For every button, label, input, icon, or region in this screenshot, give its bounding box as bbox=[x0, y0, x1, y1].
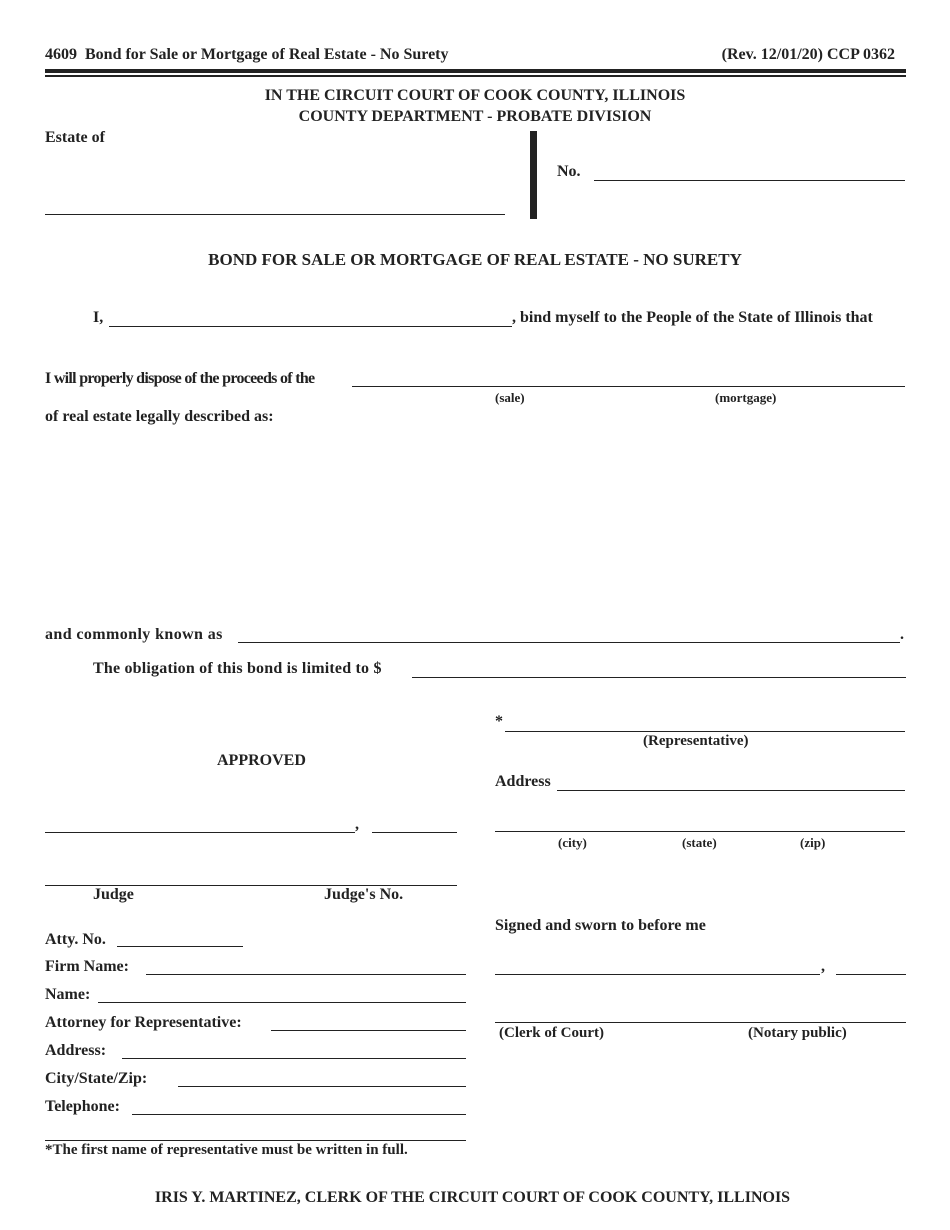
attorney-address-label: Address: bbox=[45, 1042, 107, 1059]
dispose-text: I will properly dispose of the proceeds of the bbox=[45, 370, 315, 387]
judge-label: Judge bbox=[93, 886, 134, 903]
attorney-city-line bbox=[178, 1086, 466, 1087]
estate-name-input[interactable] bbox=[45, 195, 505, 213]
header-rule-thin bbox=[45, 75, 906, 77]
firm-name-input[interactable] bbox=[146, 956, 466, 974]
commonly-known-label: and commonly known as bbox=[45, 626, 223, 643]
judge-signature-input[interactable] bbox=[45, 867, 457, 885]
attorney-address-input[interactable] bbox=[122, 1040, 466, 1058]
approval-year-input[interactable] bbox=[372, 814, 457, 832]
sale-or-mortgage-input[interactable] bbox=[352, 369, 905, 387]
sworn-year-input[interactable] bbox=[836, 956, 906, 974]
attorney-telephone-line bbox=[132, 1114, 466, 1115]
footnote-rule bbox=[45, 1140, 466, 1141]
sworn-year-line bbox=[836, 974, 906, 975]
form-number: 4609 Bond for Sale or Mortgage of Real Estate - No Surety bbox=[45, 46, 449, 63]
representative-label: (Representative) bbox=[643, 733, 749, 749]
legal-description-input[interactable] bbox=[45, 434, 909, 613]
common-address-line bbox=[238, 642, 900, 643]
bond-amount-line bbox=[412, 677, 906, 678]
header-rule bbox=[45, 69, 906, 73]
rep-address-input[interactable] bbox=[557, 772, 905, 790]
attorney-name-input[interactable] bbox=[98, 984, 466, 1002]
common-address-input[interactable] bbox=[238, 625, 900, 643]
footnote: *The first name of representative must be written in full. bbox=[45, 1142, 408, 1158]
bind-text: , bind myself to the People of the State of Illinois that bbox=[512, 309, 873, 326]
attorney-for-label: Attorney for Representative: bbox=[45, 1014, 242, 1031]
attorney-telephone-label: Telephone: bbox=[45, 1098, 120, 1115]
sworn-date-input[interactable] bbox=[495, 956, 820, 974]
bond-amount-input[interactable] bbox=[412, 659, 906, 677]
rep-address-line bbox=[557, 790, 905, 791]
atty-no-input[interactable] bbox=[117, 929, 243, 947]
representative-signature-input[interactable] bbox=[505, 713, 905, 731]
city-label: (city) bbox=[558, 835, 587, 850]
sale-or-mortgage-line bbox=[352, 386, 905, 387]
clerk-label: (Clerk of Court) bbox=[499, 1025, 604, 1041]
representative-name-line bbox=[109, 326, 512, 327]
state-label: (state) bbox=[682, 835, 717, 850]
rep-city-state-zip-input[interactable] bbox=[495, 813, 905, 831]
firm-name-line bbox=[146, 974, 466, 975]
attorney-name-label: Name: bbox=[45, 986, 91, 1003]
notary-label: (Notary public) bbox=[748, 1025, 847, 1041]
approval-date-input[interactable] bbox=[45, 814, 355, 832]
attorney-address-line bbox=[122, 1058, 466, 1059]
asterisk: * bbox=[495, 713, 503, 730]
approval-year-line bbox=[372, 832, 457, 833]
attorney-city-label: City/State/Zip: bbox=[45, 1070, 148, 1087]
form-title: Bond for Sale or Mortgage of Real Estate - No Surety bbox=[85, 46, 449, 63]
representative-name-input[interactable] bbox=[109, 308, 512, 326]
representative-signature-line bbox=[505, 731, 905, 732]
attorney-city-input[interactable] bbox=[178, 1068, 466, 1086]
caption-divider bbox=[530, 131, 537, 219]
sworn-date-line bbox=[495, 974, 820, 975]
case-number-input[interactable] bbox=[594, 162, 905, 180]
atty-no-label: Atty. No. bbox=[45, 931, 106, 948]
approved-label: APPROVED bbox=[217, 752, 306, 769]
legal-description-label: of real estate legally described as: bbox=[45, 408, 274, 425]
clerk-signature-line bbox=[495, 1022, 906, 1023]
estate-label: Estate of bbox=[45, 129, 105, 146]
court-name: IN THE CIRCUIT COURT OF COOK COUNTY, ILLINOIS bbox=[264, 87, 686, 104]
attorney-name-line bbox=[98, 1002, 466, 1003]
attorney-for-input[interactable] bbox=[271, 1012, 466, 1030]
attorney-telephone-input[interactable] bbox=[132, 1096, 466, 1114]
clerk-footer: IRIS Y. MARTINEZ, CLERK OF THE CIRCUIT COURT OF COOK COUNTY, ILLINOIS bbox=[154, 1189, 791, 1206]
case-number-line bbox=[594, 180, 905, 181]
sworn-comma: , bbox=[821, 958, 825, 975]
atty-no-line bbox=[117, 946, 243, 947]
rep-city-state-zip-line bbox=[495, 831, 905, 832]
sworn-label: Signed and sworn to before me bbox=[495, 917, 706, 934]
sale-label: (sale) bbox=[495, 390, 525, 405]
judge-no-label: Judge's No. bbox=[324, 886, 404, 903]
attorney-for-line bbox=[271, 1030, 466, 1031]
zip-label: (zip) bbox=[800, 835, 826, 850]
mortgage-label: (mortgage) bbox=[715, 390, 777, 405]
document-title: BOND FOR SALE OR MORTGAGE OF REAL ESTATE - NO SURETY bbox=[208, 250, 742, 269]
case-no-label: No. bbox=[557, 163, 581, 180]
firm-name-label: Firm Name: bbox=[45, 958, 129, 975]
clerk-signature-input[interactable] bbox=[495, 1004, 906, 1022]
approval-comma: , bbox=[355, 816, 359, 833]
form-revision: (Rev. 12/01/20) CCP 0362 bbox=[721, 46, 895, 63]
rep-address-label: Address bbox=[495, 773, 551, 790]
obligation-label: The obligation of this bond is limited to $ bbox=[93, 660, 382, 677]
period: . bbox=[900, 626, 904, 643]
estate-name-line bbox=[45, 214, 505, 215]
court-division: COUNTY DEPARTMENT - PROBATE DIVISION bbox=[298, 108, 652, 125]
i-label: I, bbox=[93, 309, 104, 326]
approval-date-line bbox=[45, 832, 355, 833]
